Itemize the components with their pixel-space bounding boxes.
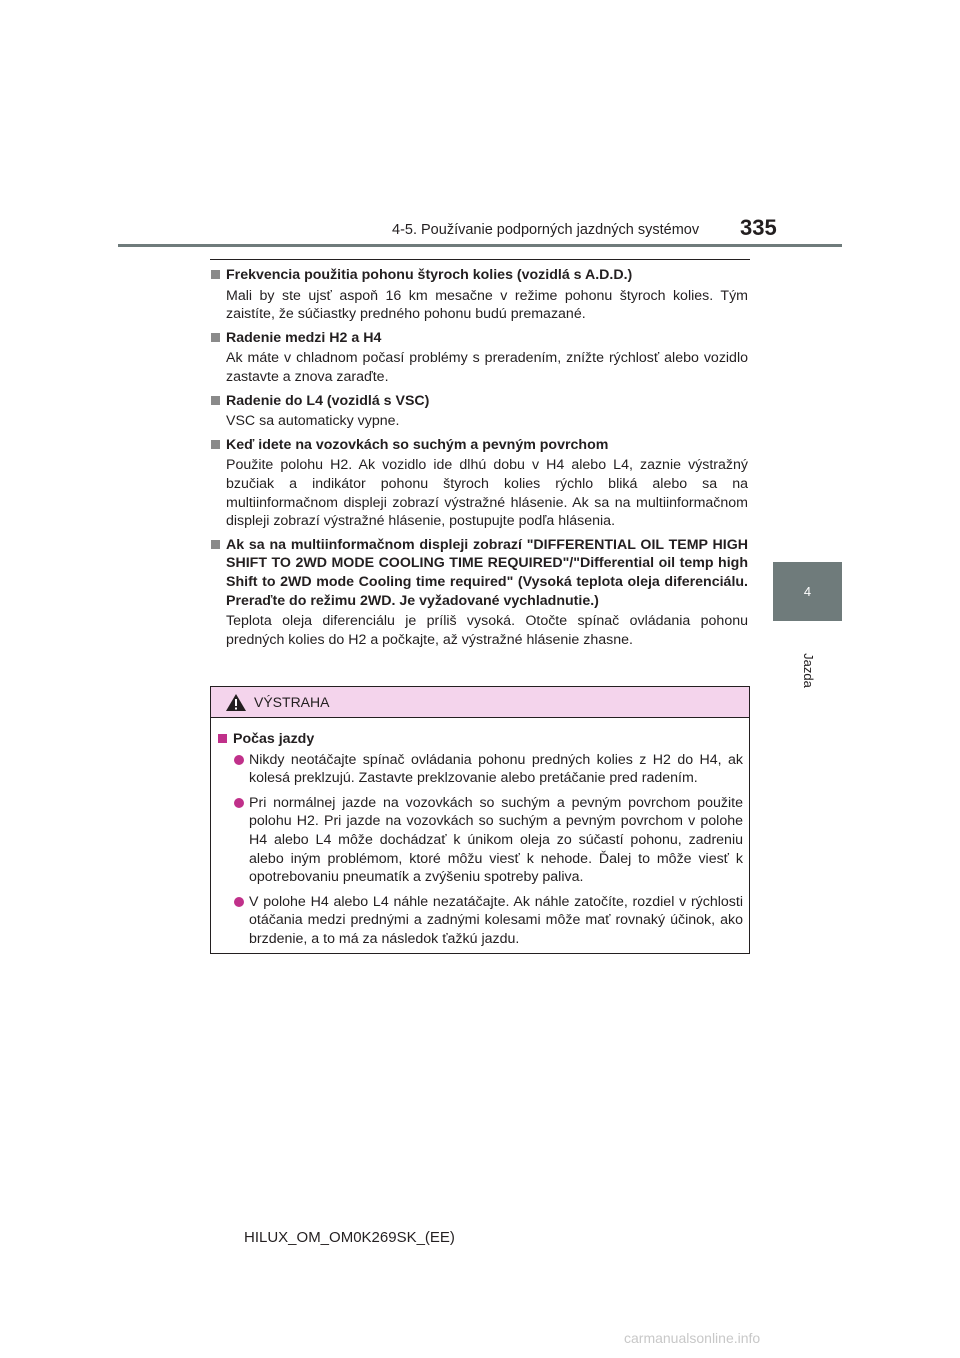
warning-header [211, 687, 749, 718]
section-heading-text: Radenie medzi H2 a H4 [226, 329, 382, 346]
section [210, 436, 748, 531]
warning-heading-text: Počas jazdy [233, 731, 315, 747]
section-body: Teplota oleja diferenciálu je príliš vysoká. Otočte spínač ovládania pohonu predných kolies do H2 a počkajte, až výstražné hlásenie zhasne. [226, 613, 748, 648]
footer-document-code: HILUX_OM_OM0K269SK_(EE) [244, 1229, 455, 1246]
section-heading-text: Radenie do L4 (vozidlá s VSC) [226, 392, 430, 409]
warning-title: VÝSTRAHA [254, 694, 330, 710]
warning-triangle-icon [225, 693, 247, 712]
square-bullet-icon [211, 270, 220, 279]
warning-bullet-text: Pri normálnej jazde na vozovkách so suchým a pevným povrchom použite polohu H2. Pri jazde na vozovkách so suchým a pevným povrchom v polohe H4 alebo L4 môže dochádzať k únikom oleja zo súčastí pohonu, zadreniu alebo iným problémom, ktoré môžu viesť k nehode. Ďalej to môže viesť k opotrebovaniu pneumatík a zvýšeniu spotreby paliva. [249, 794, 743, 886]
section-heading-text: Keď idete na vozovkách so suchým a pevným povrchom [226, 436, 609, 453]
section [210, 329, 748, 387]
chapter-tab[interactable] [773, 562, 842, 621]
section-heading [210, 436, 748, 455]
chapter-label [780, 650, 836, 690]
header-section-title: 4-5. Používanie podporných jazdných systémov [392, 222, 700, 238]
square-bullet-icon [211, 333, 220, 342]
circle-bullet-icon [234, 755, 244, 765]
header-rule [118, 244, 842, 247]
chapter-label-text: Jazda [800, 652, 816, 688]
watermark[interactable]: carmanualsonline.info [624, 1330, 761, 1346]
square-bullet-icon [211, 396, 220, 405]
warning-body [211, 718, 749, 949]
chapter-number: 4 [803, 584, 812, 599]
section-heading-text: Ak sa na multiinformačnom displeji zobrazí "DIFFERENTIAL OIL TEMP HIGH SHIFT TO 2WD MODE COOLING TIME REQUIRED"/"Differential oil temp high Shift to 2WD mode Cooling time required" (Vysoká teplota oleja diferenciálu. Preraďte do režimu 2WD. Je vyžadované vychladnutie.) [226, 536, 748, 609]
page-number: 335 [740, 215, 777, 240]
warning-bullet [217, 893, 743, 949]
main-content [210, 266, 748, 654]
square-bullet-icon [218, 734, 227, 743]
warning-bullet [217, 794, 743, 887]
square-bullet-icon [211, 540, 220, 549]
section [210, 536, 748, 650]
section-body: Použite polohu H2. Ak vozidlo ide dlhú dobu v H4 alebo L4, zaznie výstražný bzučiak a indikátor pohonu štyroch kolies rýchlo bliká alebo sa na multiinformačnom displeji zobrazí výstražné hlásenie. Ak sa na multiinformačnom displeji zobrazí výstražné hlásenie, postupujte podľa hlásenia. [226, 457, 748, 530]
square-bullet-icon [211, 440, 220, 449]
content-top-rule [210, 259, 750, 260]
section [210, 266, 748, 324]
section-body: Ak máte v chladnom počasí problémy s preradením, znížte rýchlosť alebo vozidlo zastavte a znova zaraďte. [226, 350, 748, 385]
warning-box [210, 686, 750, 954]
circle-bullet-icon [234, 897, 244, 907]
circle-bullet-icon [234, 798, 244, 808]
warning-bullet-text: V polohe H4 alebo L4 náhle nezatáčajte. Ak náhle zatočíte, rozdiel v rýchlosti otáčania medzi prednými a zadnými kolesami môže mať rovnaký účinok, ako brzdenie, a to má za následok ťažkú jazdu. [249, 893, 743, 947]
section [210, 392, 748, 431]
warning-bullet [217, 751, 743, 788]
section-heading [210, 266, 748, 285]
section-body: VSC sa automaticky vypne. [226, 413, 400, 430]
section-heading [210, 392, 748, 411]
section-heading [210, 536, 748, 610]
warning-bullet-text: Nikdy neotáčajte spínač ovládania pohonu predných kolies z H2 do H4, ak kolesá preklzujú. Zastavte preklzovanie alebo pretáčanie pred radením. [249, 751, 743, 787]
section-body: Mali by ste ujsť aspoň 16 km mesačne v režime pohonu štyroch kolies. Tým zaistíte, že súčiastky predného pohonu budú premazané. [226, 287, 748, 323]
warning-heading [217, 730, 743, 749]
section-heading-text: Frekvencia použitia pohonu štyroch kolies (vozidlá s A.D.D.) [226, 267, 633, 283]
section-heading [210, 329, 748, 348]
